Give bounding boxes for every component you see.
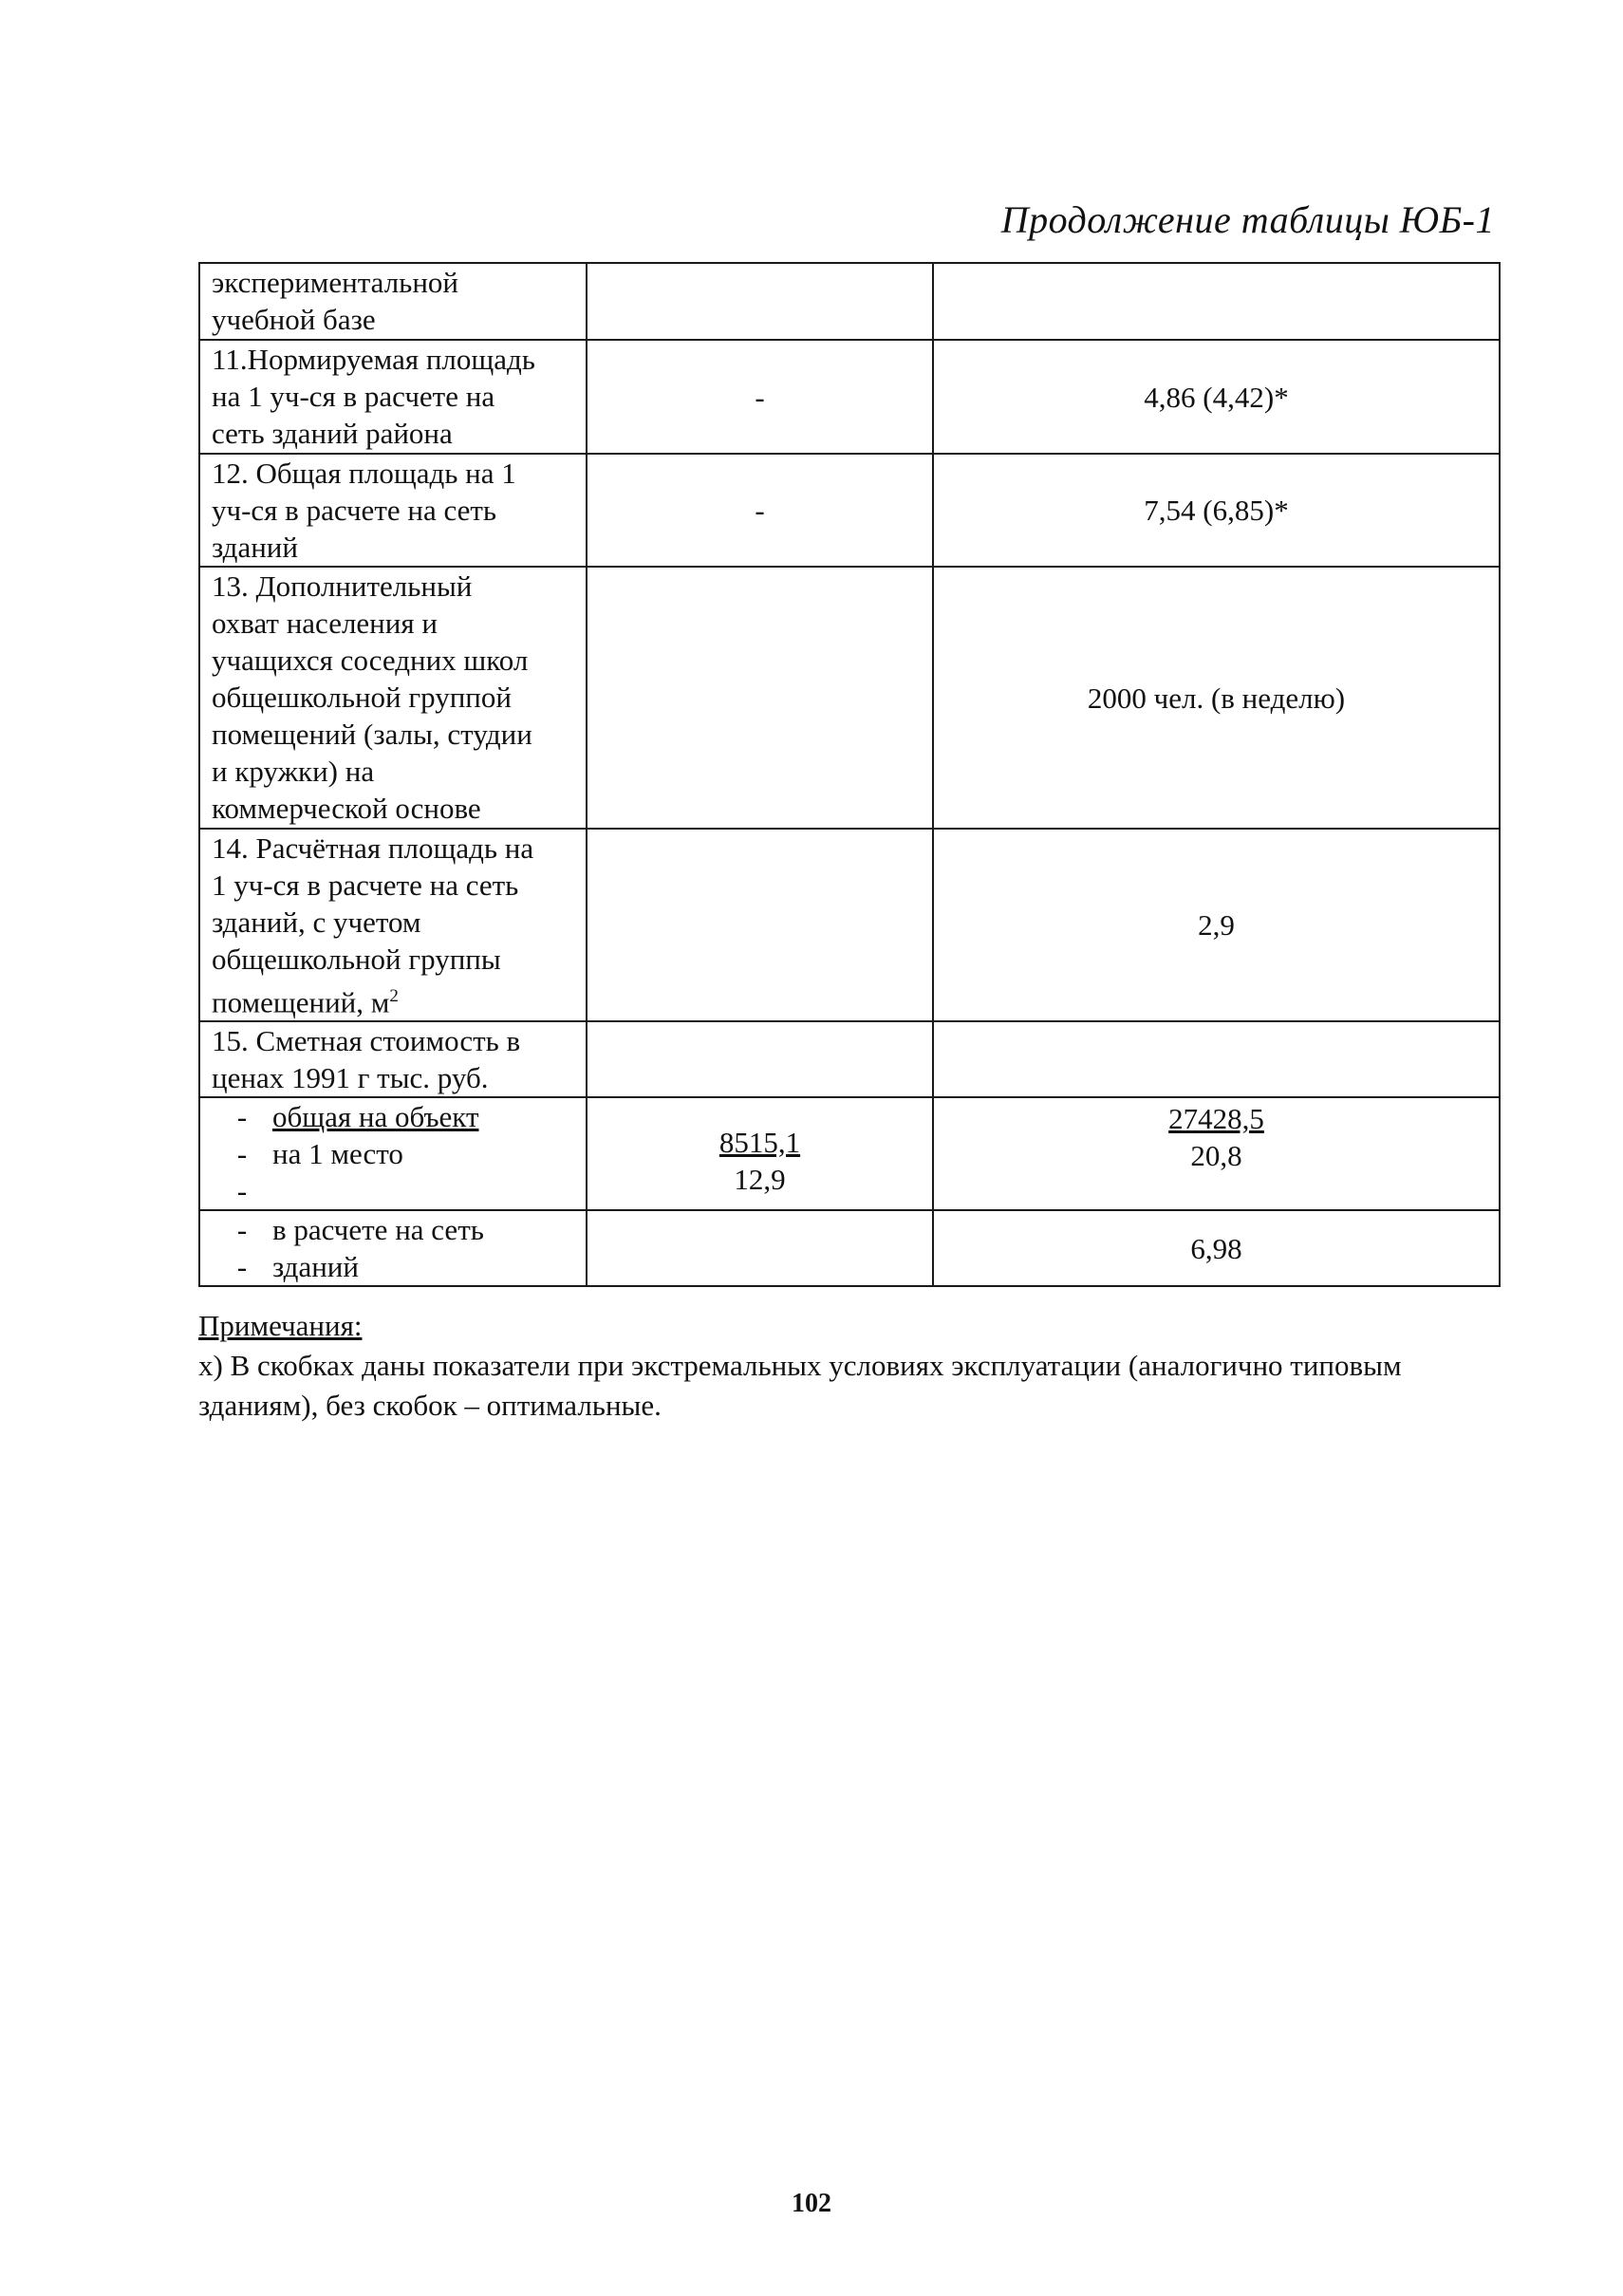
column-3-cell: 6,98 [933,1210,1500,1286]
column-3-cell [933,1021,1500,1097]
cost-total-value: 27428,5 [1168,1102,1264,1136]
table-row [199,1021,1500,1097]
row-label: экспериментальной учебной базе [199,263,587,340]
column-2-cell [587,1021,933,1097]
column-3-cell: 4,86 (4,42)* [933,340,1500,454]
column-2-cell [587,567,933,829]
column-3-cell [933,1097,1500,1210]
table-row [199,829,1500,1021]
list-item: - [236,1174,248,1208]
list-item: - в расчете на сеть [236,1213,484,1247]
table-row [199,263,1500,340]
cost-total-label: общая на объект [272,1100,479,1134]
column-2-cell [587,829,933,1021]
column-2-cell [587,1097,933,1210]
network-items [199,1210,587,1286]
cost-items [199,1097,587,1210]
list-item: - зданий [236,1250,359,1284]
row-label: 14. Расчётная площадь на 1 уч-ся в расчете на сеть зданий, с учетом общешкольной группы помещений, $м^2$ [199,829,587,1021]
cost-per-place-value: 20,8 [1190,1139,1242,1173]
cost-total-value: 8515,1 [718,1125,801,1159]
column-2-cell [587,263,933,340]
list-item: - общая на объект [236,1100,479,1134]
cost-row [199,1097,1500,1210]
column-3-cell: 2000 чел. (в неделю) [933,567,1500,829]
notes-text: х) В скобках даны показатели при экстремальных условиях эксплуатации (аналогично типовым зданиям), без скобок – оптимальные. [198,1349,1402,1422]
row-label: 11.Нормируемая площадь на 1 уч-ся в расчете на сеть зданий района [199,340,587,454]
column-2-cell: - [587,454,933,567]
notes-block [198,1306,1489,1426]
column-3-cell: 2,9 [933,829,1500,1021]
cost-fraction [719,1111,800,1198]
page-number: 102 [792,2189,831,2218]
column-2-cell: - [587,340,933,454]
column-3-cell [933,263,1500,340]
table-row [199,340,1500,454]
column-2-cell [587,1210,933,1286]
table-row [199,454,1500,567]
row-label: 12. Общая площадь на 1 уч-ся в расчете на сеть зданий [199,454,587,567]
indicators-table [198,262,1501,1287]
notes-heading: Примечания: [198,1309,363,1342]
superscript-2: 2 [389,986,399,1006]
cost-per-place-label: на 1 место [272,1137,403,1171]
column-3-cell: 7,54 (6,85)* [933,454,1500,567]
list-item: - на 1 место [236,1137,403,1171]
table-continuation-caption: Продолжение таблицы ЮБ-1 [1000,198,1495,241]
row-label: 13. Дополнительный охват населения и учащихся соседних школ общешкольной группой помещений (залы, студии и кружки) на коммерческой основе [199,567,587,829]
network-row [199,1210,1500,1286]
cost-per-place-value: 12,9 [734,1162,786,1196]
row-label: 15. Сметная стоимость в ценах 1991 г тыс. руб. [199,1021,587,1097]
cost-fraction [1168,1100,1264,1174]
table-row [199,567,1500,829]
